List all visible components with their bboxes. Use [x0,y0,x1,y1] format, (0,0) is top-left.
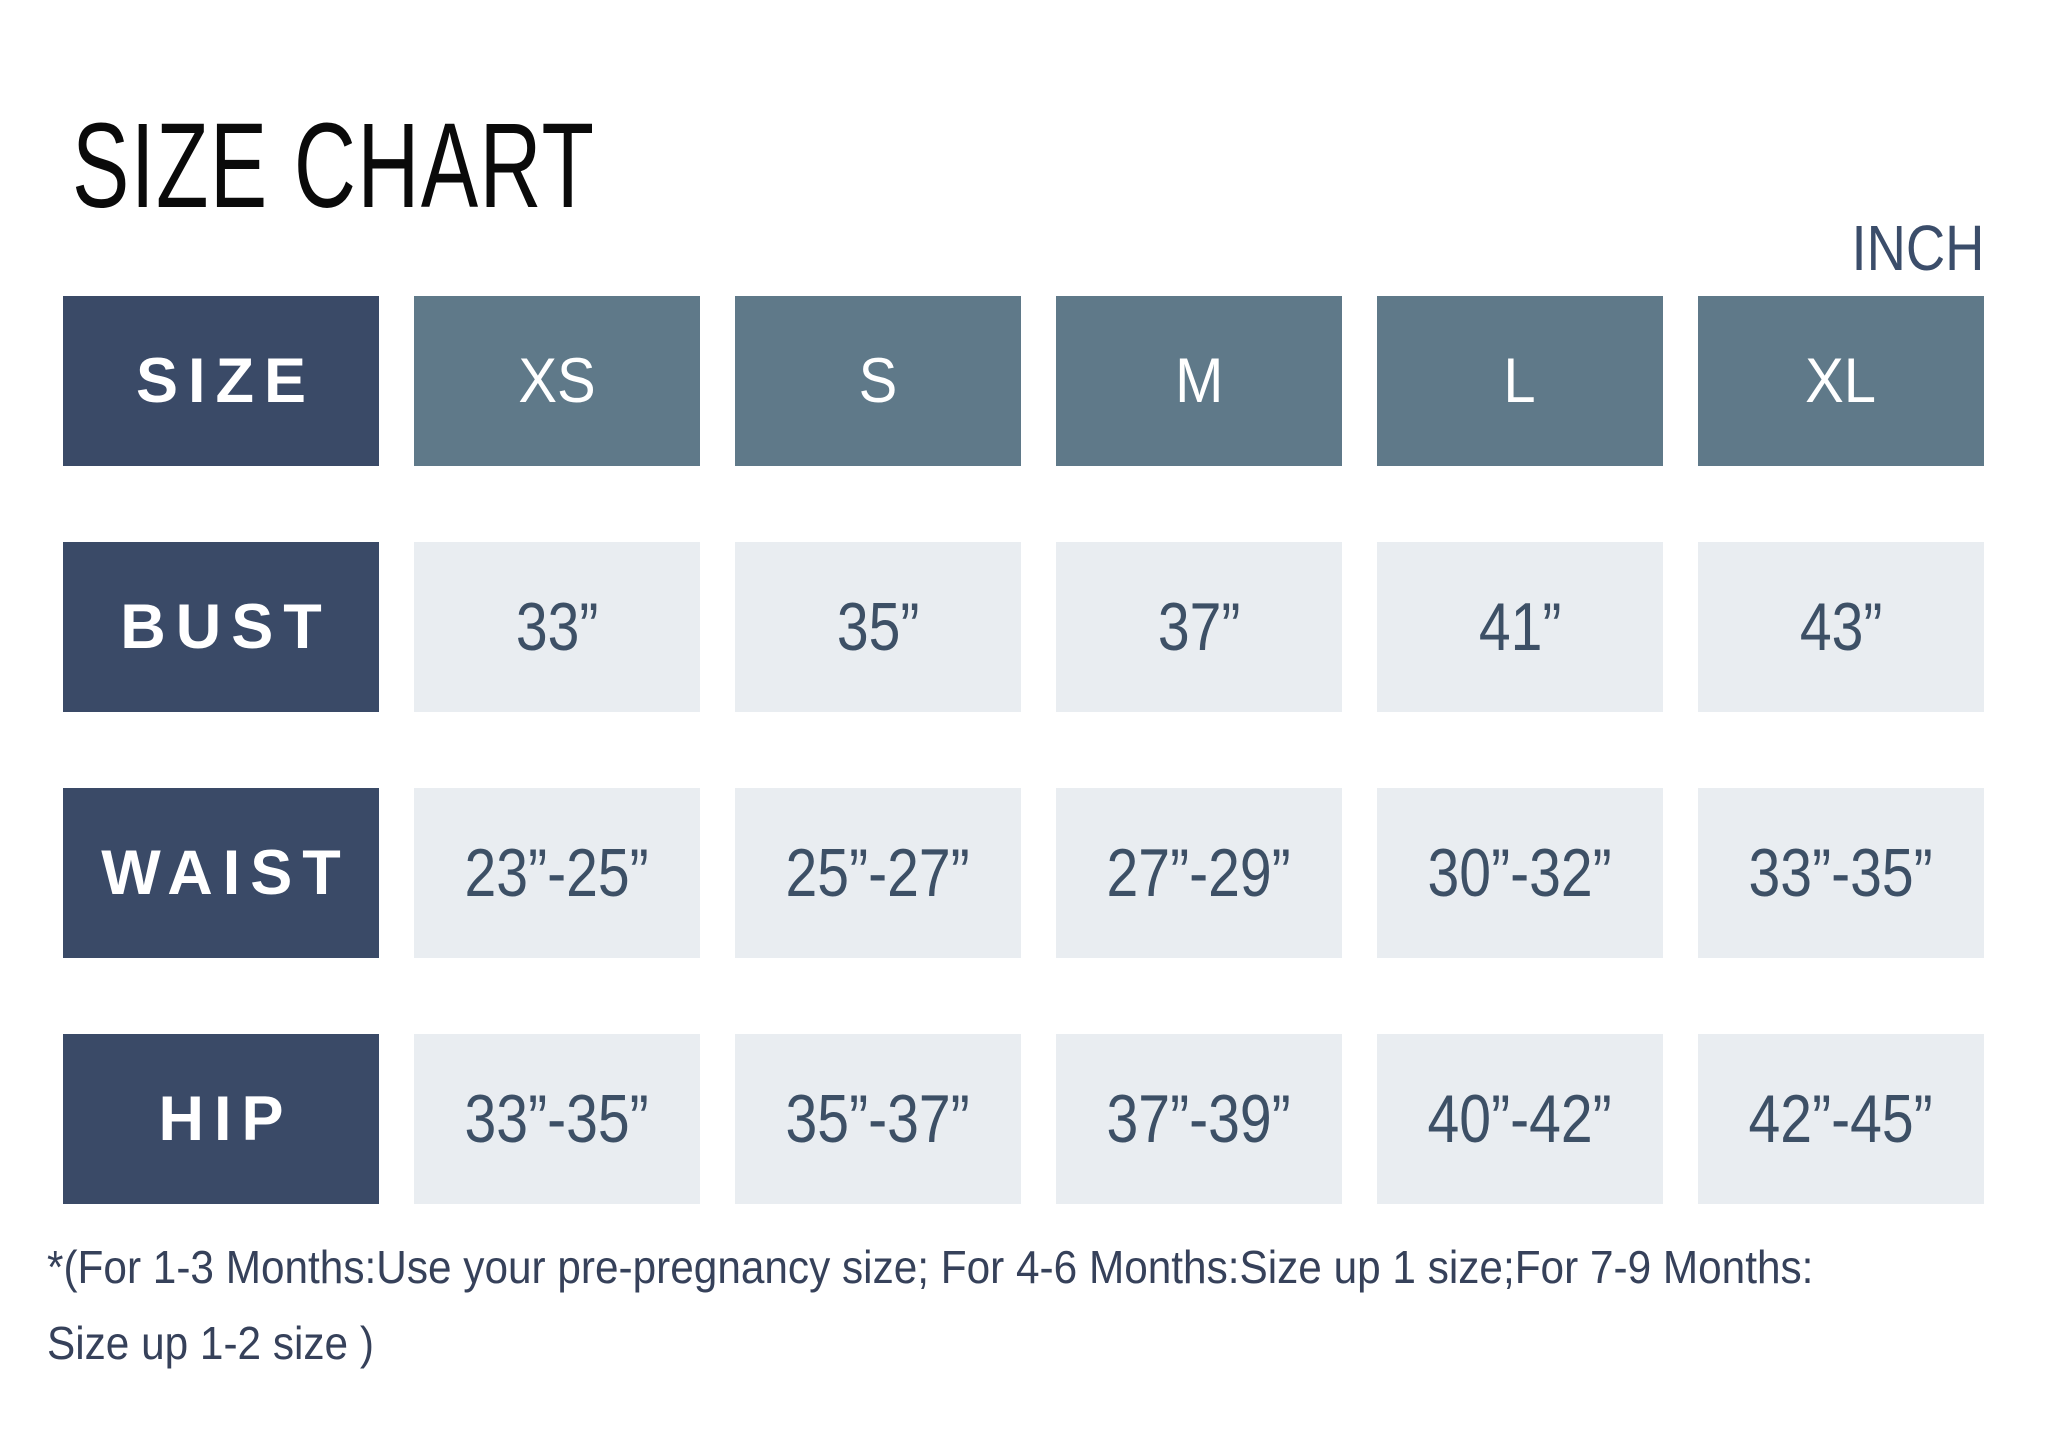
col-header-m-text: M [1174,346,1224,416]
cell-waist-xl-value: 33”-35” [1748,835,1934,911]
cell-hip-xs [414,1034,700,1204]
table-corner-size: SIZE [63,296,379,466]
cell-hip-s [735,1034,1021,1204]
cell-waist-m [1056,788,1342,958]
col-header-xs [414,296,700,466]
cell-waist-m-value: 27”-29” [1106,835,1292,911]
cell-bust-m [1056,542,1342,712]
footnote-line-2 [47,1305,1967,1381]
cell-bust-l-value: 41” [1478,589,1562,665]
cell-bust-xl-value: 43” [1799,589,1883,665]
col-header-xs-text: XS [518,346,596,416]
cell-waist-xs [414,788,700,958]
row-label-hip: HIP [63,1034,379,1204]
size-table [63,296,1984,1204]
cell-hip-xl [1698,1034,1984,1204]
cell-bust-m-value: 37” [1157,589,1241,665]
row-label-waist: WAIST [63,788,379,958]
cell-hip-m-value: 37”-39” [1106,1081,1292,1157]
cell-hip-xl-value: 42”-45” [1748,1081,1934,1157]
col-header-s-text: S [858,346,898,416]
footnote-line-1 [47,1229,1967,1305]
cell-hip-s-value: 35”-37” [785,1081,971,1157]
footnote-line-2-text: Size up 1-2 size ) [47,1317,374,1369]
cell-waist-l-value: 30”-32” [1427,835,1613,911]
cell-waist-l [1377,788,1663,958]
col-header-xl-text: XL [1805,346,1877,416]
cell-hip-m [1056,1034,1342,1204]
col-header-l-text: L [1503,346,1537,416]
cell-waist-xl [1698,788,1984,958]
cell-bust-s-value: 35” [836,589,920,665]
cell-waist-s [735,788,1021,958]
cell-waist-xs-value: 23”-25” [464,835,650,911]
cell-hip-l [1377,1034,1663,1204]
page-title-text: SIZE CHART [72,97,596,233]
col-header-xl [1698,296,1984,466]
footnote [47,1229,1967,1381]
cell-bust-s [735,542,1021,712]
unit-label [1828,212,1984,284]
unit-label-text: INCH [1851,212,1984,284]
cell-bust-xs-value: 33” [515,589,599,665]
cell-bust-l [1377,542,1663,712]
col-header-m [1056,296,1342,466]
footnote-line-1-text: *(For 1-3 Months:Use your pre-pregnancy size; For 4-6 Months:Size up 1 size;For 7-9 Months: [47,1241,1814,1293]
cell-bust-xs [414,542,700,712]
col-header-s [735,296,1021,466]
row-label-bust: BUST [63,542,379,712]
cell-hip-l-value: 40”-42” [1427,1081,1613,1157]
col-header-l [1377,296,1663,466]
cell-bust-xl [1698,542,1984,712]
cell-waist-s-value: 25”-27” [785,835,971,911]
page-title [72,97,809,233]
cell-hip-xs-value: 33”-35” [464,1081,650,1157]
